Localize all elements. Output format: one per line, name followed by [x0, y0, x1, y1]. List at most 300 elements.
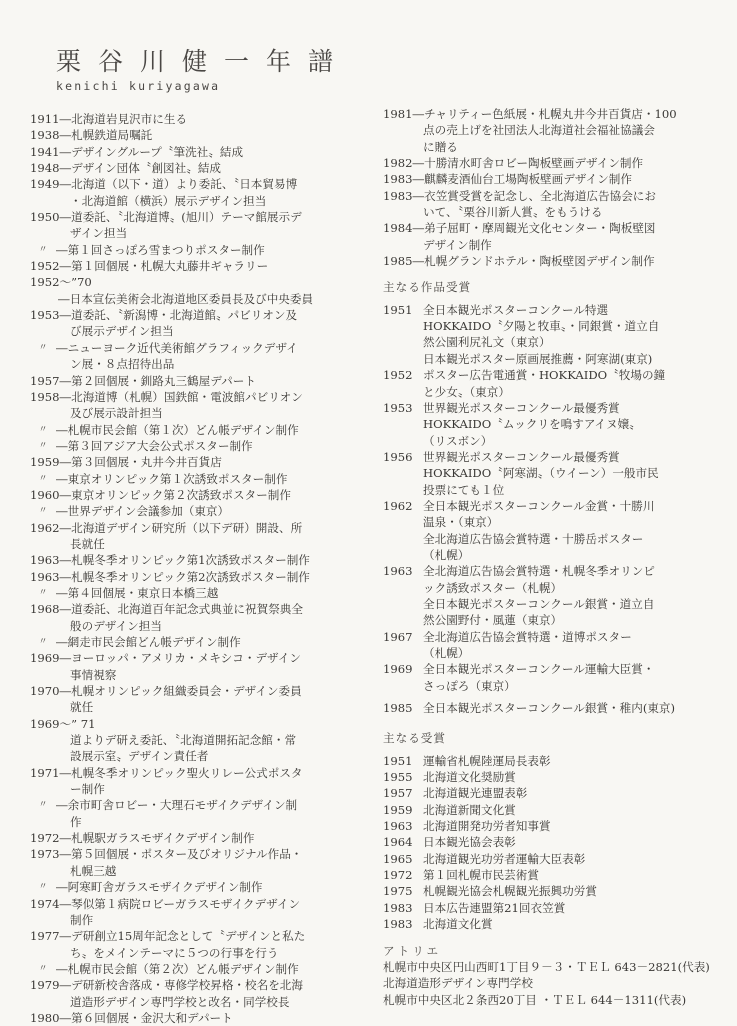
- works-award-item: [383, 449, 728, 498]
- entry-line: [383, 106, 728, 122]
- honor-item: [383, 900, 728, 916]
- honor-item: [383, 883, 728, 899]
- chronology-entry: [30, 1010, 370, 1026]
- works-award-item: [383, 563, 728, 628]
- honor-item: [383, 867, 728, 883]
- entry-text: ザイン担当: [70, 226, 128, 241]
- entry-text: 琴似第１病院ロビーガラスモザイクデザイン: [71, 896, 301, 911]
- award-text-line: 全北海道広告協会賞特選・十勝岳ポスター: [423, 531, 644, 546]
- award-text-line: HOKKAIDO〝ムックリを鳴すアイヌ嬢〟: [423, 417, 641, 432]
- chronology-entry: [30, 471, 370, 487]
- entry-year: 1941: [30, 144, 60, 159]
- entry-text: 余市町舎ロビー・大理石モザイクデザイン制: [67, 798, 298, 813]
- chronology-entry: [383, 106, 728, 155]
- entry-text-line: 設展示室〟デザイン責任者: [70, 749, 209, 764]
- entry-line: [30, 846, 370, 862]
- entry-year: 〃: [38, 506, 48, 517]
- award-year: 1953: [383, 400, 413, 415]
- entry-text: 道委託、北海道百年記念式典並に祝賀祭典全: [71, 602, 303, 617]
- award-year: 1951: [383, 302, 413, 317]
- entry-text: 道委託、〝新潟博・北海道館〟パビリオン及: [71, 308, 298, 323]
- entry-dash: ―: [59, 847, 72, 862]
- entry-year: 1980: [30, 1010, 60, 1025]
- chronology-continued: [383, 106, 728, 269]
- entry-text: 北海道（以下・道）より委託、〝日本貿易博: [71, 177, 298, 192]
- entry-text: 北海道デザイン研究所（以下デ研）開設、所: [71, 520, 303, 535]
- entry-year: 1963: [30, 553, 60, 568]
- honor-year: 1983: [383, 917, 413, 932]
- chronology-entry: [383, 188, 728, 221]
- entry-dash: ―: [412, 156, 425, 171]
- entry-text: 第６回個展・金沢大和デパート: [71, 1010, 233, 1025]
- entry-line: [30, 242, 370, 258]
- entry-dash: ―: [59, 978, 72, 993]
- entry-year: 1973: [30, 847, 60, 862]
- chronology-entry: [30, 552, 370, 568]
- chronology-entry: [30, 683, 370, 716]
- honor-text: 札幌観光協会札幌観光振興功労賞: [423, 884, 597, 899]
- works-award-item: [383, 498, 728, 563]
- indent-spacer: [383, 204, 423, 220]
- chronology-entry: [30, 846, 370, 879]
- entry-text: 第３回個展・丸井今井百貨店: [71, 455, 222, 470]
- entry-line: [30, 356, 370, 372]
- entry-year: 〃: [38, 882, 48, 893]
- honor-year: 1963: [383, 819, 413, 834]
- entry-year: 1979: [30, 978, 60, 993]
- entry-year: 1974: [30, 896, 60, 911]
- award-text-line: 温泉・（東京）: [423, 515, 499, 530]
- entry-line: [30, 650, 370, 666]
- award-text-line: ック誘致ポスター（札幌）: [423, 580, 563, 595]
- entry-dash: ―: [56, 471, 68, 486]
- entry-text: 札幌オリンピック組織委員会・デザイン委員: [71, 684, 302, 699]
- entry-year: 1983: [383, 172, 413, 187]
- entry-line: [30, 373, 370, 389]
- chronology-entry: [30, 373, 370, 389]
- entry-dash: ―: [56, 635, 68, 649]
- entry-line: [383, 237, 728, 253]
- chronology-right-column: [383, 106, 728, 1008]
- entry-line: [30, 438, 370, 454]
- entry-line: [30, 585, 370, 601]
- entry-dash: ―: [56, 340, 68, 355]
- entry-line: [30, 209, 370, 225]
- chronology-entry: [30, 765, 370, 798]
- entry-dash: ―: [56, 242, 68, 257]
- award-text-line: 世界観光ポスターコンクール最優秀賞: [423, 449, 620, 464]
- entry-line: [30, 634, 370, 650]
- award-text-line: 全日本観光ポスターコンクール運輸大臣賞・: [423, 662, 655, 677]
- entry-year: 1948: [30, 161, 60, 176]
- award-text-line: ポスター広告電通賞・HOKKAIDO〝牧場の鐘: [423, 368, 666, 383]
- entry-text: 及び展示設計担当: [70, 406, 163, 421]
- entry-line: [30, 863, 370, 879]
- chronology-entry: [30, 601, 370, 634]
- entry-line: [30, 618, 370, 634]
- entry-year: 1952: [30, 259, 60, 274]
- entry-text: いて、〝栗谷川新人賞〟をもうける: [423, 205, 603, 220]
- honor-item: [383, 769, 728, 785]
- entry-dash: ―: [59, 161, 72, 176]
- entry-dash: ―: [59, 455, 72, 470]
- award-text: [423, 629, 728, 662]
- entry-text: 札幌冬季オリンピック聖火リレー公式ポスタ: [71, 765, 303, 780]
- entry-line: [30, 536, 370, 552]
- award-text: [423, 449, 728, 498]
- entry-text: デ研新校舎落成・専修学校昇格・校名を北海: [71, 978, 303, 993]
- entry-year: 〃: [38, 800, 48, 811]
- award-text: [423, 400, 728, 449]
- entry-year: 1950: [30, 210, 60, 225]
- indent-spacer: [30, 863, 70, 879]
- honors-heading: 主なる受賞: [383, 731, 446, 746]
- entry-dash: ―: [59, 520, 72, 535]
- chronology-entry: [30, 716, 370, 765]
- entry-line: [30, 258, 370, 274]
- chronology-entry: [383, 220, 728, 253]
- indent-spacer: [30, 667, 70, 683]
- indent-spacer: [30, 356, 70, 372]
- chronology-entry: [30, 503, 370, 519]
- honors-list: [383, 753, 728, 933]
- works-awards-list: [383, 302, 728, 717]
- chronology-entry: [30, 258, 370, 274]
- entry-text: 札幌グランドホテル・陶板壁図デザイン制作: [424, 254, 655, 269]
- entry-text: 第１回さっぽろ雪まつりポスター制作: [67, 242, 265, 257]
- entry-year: 1952～”70: [30, 275, 92, 290]
- entry-dash: ―: [59, 569, 72, 584]
- school-address: 札幌市中央区北２条西20丁目 ・ＴＥＬ 644－1311(代表): [383, 992, 687, 1007]
- award-text-line: 投票にても１位: [423, 482, 505, 497]
- entry-text: 札幌市民会館（第１次）どん帳デザイン制作: [67, 422, 299, 437]
- works-award-item: [383, 400, 728, 449]
- entry-year: 1949: [30, 177, 60, 192]
- award-text: [423, 302, 728, 367]
- entry-dash: ―: [412, 254, 425, 269]
- entry-text: デザイン制作: [423, 237, 492, 252]
- chronology-entry: [30, 896, 370, 929]
- award-year: 1963: [383, 564, 413, 579]
- entry-line: [30, 601, 370, 617]
- entry-year: 1969: [30, 651, 60, 666]
- entry-text: 第２回個展・釧路丸三鶴屋デパート: [71, 373, 256, 388]
- entry-line: [30, 797, 370, 813]
- entry-line: [30, 879, 370, 895]
- entry-line: [30, 340, 370, 356]
- entry-year: 1963: [30, 569, 60, 584]
- award-text-line: と少女〟（東京）: [423, 384, 510, 399]
- entry-text: ち〟をメインテーマに５つの行事を行う: [70, 945, 279, 960]
- honor-year: 1972: [383, 868, 413, 883]
- indent-spacer: [30, 699, 70, 715]
- honor-text: 北海道開発功労者知事賞: [423, 819, 551, 834]
- entry-dash: ―: [59, 487, 72, 502]
- award-text-line: 世界観光ポスターコンクール最優秀賞: [423, 400, 620, 415]
- award-text: [423, 367, 728, 400]
- chronology-entry: [30, 176, 370, 209]
- school-name: 北海道造形デザイン専門学校: [383, 976, 533, 991]
- entry-text: 世界デザイン会議参加（東京）: [67, 504, 230, 519]
- indent-spacer: [30, 193, 70, 209]
- chronology-entry: [30, 274, 370, 307]
- entry-text: 札幌冬季オリンピック第1次誘致ポスター制作: [71, 553, 310, 568]
- entry-year: 〃: [38, 587, 48, 598]
- award-year: 1962: [383, 498, 413, 513]
- entry-text: 事情視察: [70, 667, 117, 682]
- award-text-line: 全北海道広告協会賞特選・札幌冬季オリンピ: [423, 564, 655, 579]
- honor-text: 北海道観光功労者運輸大臣表彰: [423, 851, 586, 866]
- entry-dash: ―: [412, 188, 425, 203]
- entry-dash: ―: [59, 896, 72, 911]
- entry-text: 道造形デザイン専門学校と改名・同学校長: [70, 994, 290, 1009]
- entry-text: デザイングループ〝筆洗社〟結成: [71, 144, 244, 159]
- entry-dash: ―: [59, 128, 72, 143]
- entry-text: ヨーロッパ・アメリカ・メキシコ・デザイン: [71, 651, 302, 666]
- entry-line: [30, 945, 370, 961]
- entry-year: 1982: [383, 156, 413, 171]
- chronology-entry: [30, 422, 370, 438]
- entry-line: [30, 503, 370, 519]
- entry-line: [30, 814, 370, 830]
- indent-spacer: [30, 781, 70, 797]
- entry-line: [30, 765, 370, 781]
- entry-year: 1972: [30, 831, 60, 846]
- entry-dash: ―: [56, 438, 68, 453]
- entry-line: [30, 977, 370, 993]
- entry-text: 北海道岩見沢市に生る: [71, 112, 188, 126]
- entry-line: [30, 961, 370, 977]
- entry-dash: ―: [59, 210, 72, 225]
- entry-line: [30, 225, 370, 241]
- entry-dash: ―: [59, 553, 72, 568]
- entry-text: 東京オリンピック第２次誘致ポスター制作: [71, 487, 291, 502]
- indent-spacer: [30, 618, 70, 634]
- entry-line: [383, 155, 728, 171]
- entry-text: に贈る: [423, 139, 458, 154]
- chronology-entry: [383, 253, 728, 269]
- entry-dash: ―: [56, 585, 68, 600]
- entry-text: 長就任: [70, 536, 105, 551]
- award-text-line: 全北海道広告協会賞特選・道博ポスター: [423, 629, 632, 644]
- indent-spacer: [30, 814, 70, 830]
- honor-year: 1951: [383, 753, 413, 768]
- entry-line: [30, 405, 370, 421]
- entry-line: [383, 188, 728, 204]
- entry-year: 〃: [38, 440, 48, 451]
- entry-dash: ―: [59, 684, 72, 699]
- indent-spacer: [30, 994, 70, 1010]
- entry-text: び展示デザイン担当: [70, 324, 174, 339]
- entry-line: [30, 994, 370, 1010]
- entry-text: 弟子屈町・摩周観光文化センター・陶板壁図: [424, 221, 656, 236]
- chronology-entry: [30, 454, 370, 470]
- award-text-line: 然公園利尻礼文（東京）: [423, 335, 551, 350]
- chronology-entry: [383, 155, 728, 171]
- award-text-line: さっぽろ（東京）: [423, 678, 516, 693]
- chronology-entry: [30, 242, 370, 258]
- entry-year: 1959: [30, 455, 60, 470]
- honor-text: 北海道新聞文化賞: [423, 802, 516, 817]
- entry-text-line: ―日本宣伝美術会北海道地区委員長及び中央委員: [58, 291, 314, 306]
- entry-text: 点の売上げを社団法人北海道社会福祉協議会: [423, 123, 655, 138]
- entry-year: 1960: [30, 487, 60, 502]
- entry-text: 十勝清水町舎ロビー陶板壁画デザイン制作: [424, 156, 644, 171]
- entry-year: 1968: [30, 602, 60, 617]
- entry-text: 札幌駅ガラスモザイクデザイン制作: [71, 831, 255, 846]
- works-award-item: [383, 629, 728, 662]
- honor-text: 運輸省札幌陸運局長表彰: [423, 753, 551, 768]
- atelier-section: [383, 943, 728, 1008]
- honor-text: 日本観光協会表彰: [423, 835, 516, 850]
- entry-line: [383, 253, 728, 269]
- honor-year: 1965: [383, 851, 413, 866]
- entry-dash: ―: [59, 112, 72, 126]
- chronology-entry: [30, 340, 370, 373]
- entry-year: 1985: [383, 254, 413, 269]
- atelier-heading: アトリエ: [383, 943, 442, 958]
- indent-spacer: [30, 225, 70, 241]
- entry-dash: ―: [56, 422, 68, 437]
- award-text-line: HOKKAIDO〝夕陽と牧車〟・同銀賞・道立自: [423, 319, 660, 334]
- entry-text: チャリティー色紙展・札幌丸井今井百貨店・100: [424, 107, 677, 121]
- chronology-entry: [383, 171, 728, 187]
- entry-dash: ―: [59, 1010, 72, 1025]
- award-text-line: 日本観光ポスター原画展推薦・阿寒湖(東京): [423, 351, 653, 366]
- entry-year: 1962: [30, 520, 60, 535]
- entry-text: 第４回個展・東京日本橋三越: [67, 585, 219, 600]
- award-text-line: 全日本観光ポスターコンクール銀賞・道立自: [423, 596, 655, 611]
- entry-dash: ―: [59, 831, 72, 846]
- entry-line: [30, 699, 370, 715]
- chronology-entry: [30, 928, 370, 961]
- honor-item: [383, 916, 728, 932]
- entry-dash: ―: [56, 961, 68, 976]
- entry-dash: ―: [59, 308, 72, 323]
- entry-line: [30, 552, 370, 568]
- entry-year: 1969～” 71: [30, 716, 96, 731]
- honor-year: 1955: [383, 770, 413, 785]
- indent-spacer: [383, 139, 423, 155]
- indent-spacer: [30, 912, 70, 928]
- entry-dash: ―: [59, 259, 72, 274]
- award-text-line: 全日本観光ポスターコンクール金賞・十勝川: [423, 498, 655, 513]
- entry-text: デ研創立15周年記念として〝デザインと私た: [71, 929, 306, 944]
- chronology-entry: [30, 209, 370, 242]
- works-award-item: [383, 367, 728, 400]
- entry-dash: ―: [59, 651, 72, 666]
- entry-text: 第５回個展・ポスター及びオリジナル作品・: [71, 847, 303, 862]
- chronology-entry: [30, 830, 370, 846]
- entry-dash: ―: [56, 880, 68, 895]
- entry-line: [30, 683, 370, 699]
- entry-line: [383, 171, 728, 187]
- award-text: [423, 661, 728, 694]
- indent-spacer: [30, 323, 70, 339]
- entry-year: 1983: [383, 188, 413, 203]
- entry-line: [30, 830, 370, 846]
- entry-dash: ―: [59, 389, 72, 404]
- entry-text: 衣笠賞受賞を記念し、全北海道広告協会にお: [424, 188, 656, 203]
- atelier-address: 札幌市中央区円山西町1丁目９－３・ＴＥＬ 643－2821(代表): [383, 959, 710, 974]
- entry-line: [30, 127, 370, 143]
- entry-line: [30, 896, 370, 912]
- award-year: 1952: [383, 368, 413, 383]
- honor-text: 北海道観光連盟表彰: [423, 786, 528, 801]
- entry-line: [383, 204, 728, 220]
- works-award-item: [383, 302, 728, 367]
- entry-dash: ―: [59, 602, 72, 617]
- entry-line: [383, 139, 728, 155]
- entry-text: ・北海道館（横浜）展示デザイン担当: [70, 193, 267, 208]
- entry-dash: ―: [412, 107, 425, 121]
- honor-item: [383, 818, 728, 834]
- works-award-item: [383, 661, 728, 694]
- award-year: 1985: [383, 701, 413, 716]
- award-year: 1967: [383, 629, 413, 644]
- chronology-entry: [30, 160, 370, 176]
- entry-text: 制作: [70, 912, 94, 927]
- entry-line: [30, 471, 370, 487]
- honor-year: 1959: [383, 802, 413, 817]
- entry-text: 札幌冬季オリンピック第2次誘致ポスター制作: [71, 569, 310, 584]
- entry-dash: ―: [59, 929, 72, 944]
- indent-spacer: [30, 536, 70, 552]
- entry-dash: ―: [59, 177, 72, 192]
- entry-line: [30, 389, 370, 405]
- chronology-entry: [30, 797, 370, 830]
- award-text-line: 然公園野付・風蓮（東京）: [423, 613, 563, 628]
- award-year: 1956: [383, 449, 413, 464]
- entry-text: 道委託、〝北海道博〟(旭川）テーマ館展示デ: [71, 210, 302, 225]
- entry-text: ニューヨーク近代美術館グラフィックデザイ: [67, 340, 298, 355]
- honor-item: [383, 802, 728, 818]
- entry-line: [30, 323, 370, 339]
- entry-line: [30, 422, 370, 438]
- entry-text: ー制作: [70, 782, 105, 797]
- entry-year: 1970: [30, 684, 60, 699]
- entry-year: 1981: [383, 107, 413, 121]
- entry-line: [30, 176, 370, 192]
- entry-text: 北海道博（札幌）国鉄館・電波館パビリオン: [71, 389, 303, 404]
- entry-line: [30, 111, 370, 127]
- entry-dash: ―: [59, 373, 72, 388]
- entry-line: [30, 454, 370, 470]
- entry-line: [30, 928, 370, 944]
- award-year: 1969: [383, 662, 413, 677]
- entry-year: 〃: [38, 244, 48, 255]
- award-text-line: （札幌）: [423, 646, 470, 660]
- chronology-entry: [30, 127, 370, 143]
- award-text: [423, 498, 728, 563]
- honor-item: [383, 785, 728, 801]
- award-text-line: 全日本観光ポスターコンクール特選: [423, 302, 609, 317]
- award-text: [423, 700, 728, 716]
- entry-text-line: 道よりデ研え委託、〝北海道開拓記念館・常: [70, 733, 297, 748]
- entry-text: 第１回個展・札幌大丸藤井ギャラリー: [71, 259, 269, 274]
- entry-year: 1977: [30, 929, 60, 944]
- honor-year: 1975: [383, 884, 413, 899]
- entry-text: 般のデザイン担当: [70, 618, 162, 633]
- entry-text: 札幌市民会館（第２次）どん帳デザイン制作: [67, 961, 299, 976]
- award-text: [423, 563, 728, 628]
- entry-year: 〃: [38, 342, 48, 353]
- page-title: 栗谷川健一年譜: [56, 47, 351, 76]
- entry-text: 麒麟麦酒仙台工場陶板壁画デザイン制作: [424, 172, 632, 187]
- entry-year: 1971: [30, 765, 60, 780]
- honor-item: [383, 834, 728, 850]
- chronology-entry: [30, 977, 370, 1010]
